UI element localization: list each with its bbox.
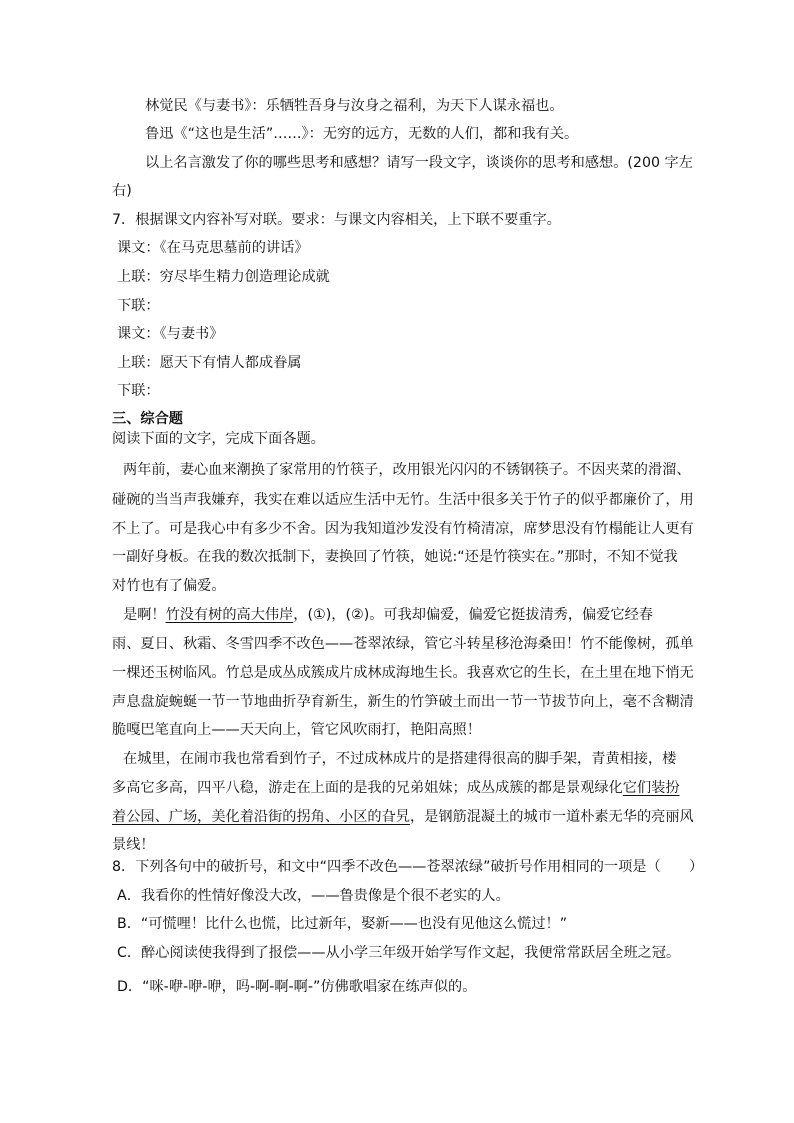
question-7-title: 7．根据课文内容补写对联。要求：与课文内容相关，上下联不要重字。 [112,212,561,228]
passage-line: 声息盘旋蜿蜒一节一节地曲折孕育新生，新生的竹笋破土而出一节一节拔节向上，毫不含糊清 [112,694,694,710]
couplet-item: 下联： [117,383,160,399]
passage-text: 多高它多高，四平八稳，游走在上面的是我的兄弟姐妹；成丛成簇的都是景观绿化 [112,780,623,796]
passage-text: ，(①)，(②)。可我却偏爱，偏爱它挺拔清秀，偏爱它经春 [293,607,653,623]
couplet-item: 课文：《在马克思墓前的讲话》 [117,240,309,256]
answer-option-c[interactable]: C．醉心阅读使我得到了报偿——从小学三年级开始学写作文起，我便常常跃居全班之冠。 [117,945,681,961]
underlined-phrase: 它们装扮 [622,780,680,796]
couplet-item: 上联：愿天下有情人都成眷属 [117,355,302,371]
couplet-item: 下联： [117,298,160,314]
passage-line: 碰碗的当当声我嫌弃，我实在难以适应生活中无竹。生活中很多关于竹子的似乎都廉价了，用 [112,492,694,508]
couplet-item: 上联：穷尽毕生精力创造理论成就 [117,269,330,285]
quote-line: 林觉民《与妻书》：乐牺牲吾身与汝身之福利，为天下人谋永福也。 [145,98,564,114]
passage-line: 一棵还玉树临风。竹总是成丛成簇成片成林成海地生长。我喜欢它的生长，在土里在地下悄无 [112,665,694,681]
passage-line: 脆嘎巴笔直向上——天天向上，管它风吹雨打，艳阳高照！ [112,722,481,738]
passage-line [112,807,694,827]
answer-option-b[interactable]: B．“可慌哩！比什么也慌，比过新年，娶新——也没有见他这么慌过！” [117,916,568,932]
prompt-text: 以上名言激发了你的哪些思考和感想？请写一段文字，谈谈你的思考和感想。(200 字左 [145,155,693,171]
quote-line: 鲁迅《“这也是生活”……》：无穷的远方，无数的人们，都和我有关。 [145,126,579,142]
passage-text: 是啊！ [123,607,166,623]
passage-line: 两年前，妻心血来潮换了家常用的竹筷子，改用银光闪闪的不锈钢筷子。不因夹菜的滑溜、 [123,462,691,478]
answer-option-a[interactable]: A．我看你的性情好像没大改，——鲁贵像是个很不老实的人。 [117,888,510,904]
section-intro: 阅读下面的文字，完成下面各题。 [112,431,325,447]
answer-option-d[interactable]: D．“咪-咿-咿-咿，吗-啊-啊-啊-”仿佛歌唱家在练声似的。 [117,979,477,995]
passage-line [112,778,680,798]
couplet-item: 课文：《与妻书》 [117,326,224,342]
section-title: 三、综合题 [112,411,183,427]
passage-line: 景线！ [112,837,155,853]
underlined-phrase: 竹没有树的高大伟岸 [165,607,294,623]
underlined-phrase: 着公园、广场，美化着沿街的拐角、小区的旮旯 [112,809,410,825]
passage-line: 在城里，在闹市我也常看到竹子，不过成林成片的是搭建得很高的脚手架，青黄相接，楼 [123,751,677,767]
passage-line: 对竹也有了偏爱。 [112,578,226,594]
passage-line: 不上了。可是我心中有多少不舍。因为我知道沙发没有竹椅清凉，席梦思没有竹榻能让人更有 [112,521,694,537]
passage-text: ，是钢筋混凝土的城市一道朴素无华的亮丽风 [409,809,694,825]
prompt-text: 右) [112,183,132,199]
question-8-title: 8．下列各句中的破折号，和文中“四季不改色——苍翠浓绿”破折号作用相同的一项是（ ） [112,859,704,875]
passage-line: 雨、夏日、秋霜、冬雪四季不改色——苍翠浓绿，管它斗转星移沧海桑田！竹不能像树，孤单 [112,636,694,652]
passage-line [123,605,653,625]
passage-line: 一副好身板。在我的数次抵制下，妻换回了竹筷，她说:“还是竹筷实在。”那时，不知不觉我 [112,549,678,565]
